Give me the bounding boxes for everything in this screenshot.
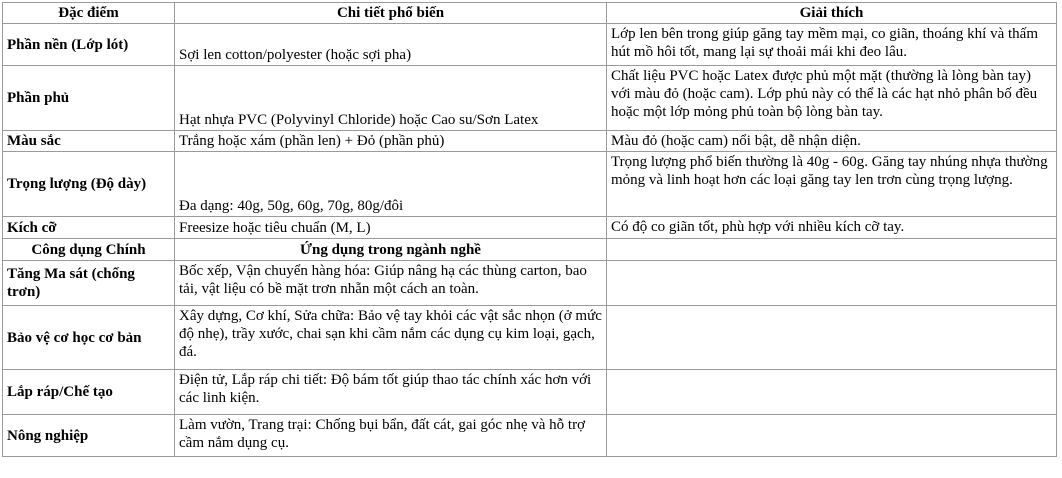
feature-name: Phần phủ: [3, 66, 175, 131]
feature-detail: Đa dạng: 40g, 50g, 60g, 70g, 80g/đôi: [175, 152, 607, 217]
table-row: [3, 24, 1057, 66]
table-row: [3, 217, 1057, 239]
usage-name: Lắp ráp/Chế tạo: [3, 370, 175, 415]
table-row: [3, 66, 1057, 131]
empty-cell: [607, 370, 1057, 415]
feature-explanation: Chất liệu PVC hoặc Latex được phủ một mặt (thường là lòng bàn tay) với màu đỏ (hoặc cam). Lớp phủ này có thể là các hạt nhỏ phân bố đều hoặc một lớp mỏng phủ toàn bộ lòng bàn tay.: [607, 66, 1057, 131]
feature-detail: Trắng hoặc xám (phần len) + Đỏ (phần phủ): [175, 131, 607, 152]
table-row: [3, 370, 1057, 415]
table-row: [3, 131, 1057, 152]
usage-header-application: Ứng dụng trong ngành nghề: [175, 239, 607, 261]
header-feature: Đặc điểm: [3, 3, 175, 24]
usage-name: Nông nghiệp: [3, 415, 175, 457]
feature-explanation: Lớp len bên trong giúp găng tay mềm mại, co giãn, thoáng khí và thấm hút mồ hôi tốt, mang lại sự thoải mái khi đeo lâu.: [607, 24, 1057, 66]
feature-name: Phần nền (Lớp lót): [3, 24, 175, 66]
feature-detail: Sợi len cotton/polyester (hoặc sợi pha): [175, 24, 607, 66]
header-detail: Chi tiết phổ biến: [175, 3, 607, 24]
table-row: [3, 306, 1057, 370]
empty-cell: [607, 306, 1057, 370]
empty-cell: [607, 415, 1057, 457]
feature-explanation: Màu đỏ (hoặc cam) nổi bật, dễ nhận diện.: [607, 131, 1057, 152]
feature-name: Màu sắc: [3, 131, 175, 152]
spec-table: [2, 2, 1057, 457]
usage-application: Làm vườn, Trang trại: Chống bụi bẩn, đất cát, gai góc nhẹ và hỗ trợ cầm nắm dụng cụ.: [175, 415, 607, 457]
header-row: [3, 3, 1057, 24]
usage-name: Tăng Ma sát (chống trơn): [3, 261, 175, 306]
table-row: [3, 152, 1057, 217]
feature-detail: Hạt nhựa PVC (Polyvinyl Chloride) hoặc Cao su/Sơn Latex: [175, 66, 607, 131]
usage-application: Điện tử, Lắp ráp chi tiết: Độ bám tốt giúp thao tác chính xác hơn với các linh kiện.: [175, 370, 607, 415]
usage-application: Xây dựng, Cơ khí, Sửa chữa: Bảo vệ tay khỏi các vật sắc nhọn (ở mức độ nhẹ), trầy xước, chai sạn khi cầm nắm các dụng cụ kim loại, gạch, đá.: [175, 306, 607, 370]
header-explanation: Giải thích: [607, 3, 1057, 24]
feature-name: Kích cỡ: [3, 217, 175, 239]
usage-application: Bốc xếp, Vận chuyển hàng hóa: Giúp nâng hạ các thùng carton, bao tải, vật liệu có bề mặt trơn nhẵn một cách an toàn.: [175, 261, 607, 306]
empty-cell: [607, 261, 1057, 306]
feature-explanation: Trọng lượng phổ biến thường là 40g - 60g. Găng tay nhúng nhựa thường mỏng và linh hoạt hơn các loại găng tay len trơn cùng trọng lượng.: [607, 152, 1057, 217]
table-row: [3, 261, 1057, 306]
feature-explanation: Có độ co giãn tốt, phù hợp với nhiều kích cỡ tay.: [607, 217, 1057, 239]
empty-cell: [607, 239, 1057, 261]
usage-name: Bảo vệ cơ học cơ bản: [3, 306, 175, 370]
table-row: [3, 415, 1057, 457]
usage-header-row: [3, 239, 1057, 261]
feature-name: Trọng lượng (Độ dày): [3, 152, 175, 217]
feature-detail: Freesize hoặc tiêu chuẩn (M, L): [175, 217, 607, 239]
usage-header-function: Công dụng Chính: [3, 239, 175, 261]
